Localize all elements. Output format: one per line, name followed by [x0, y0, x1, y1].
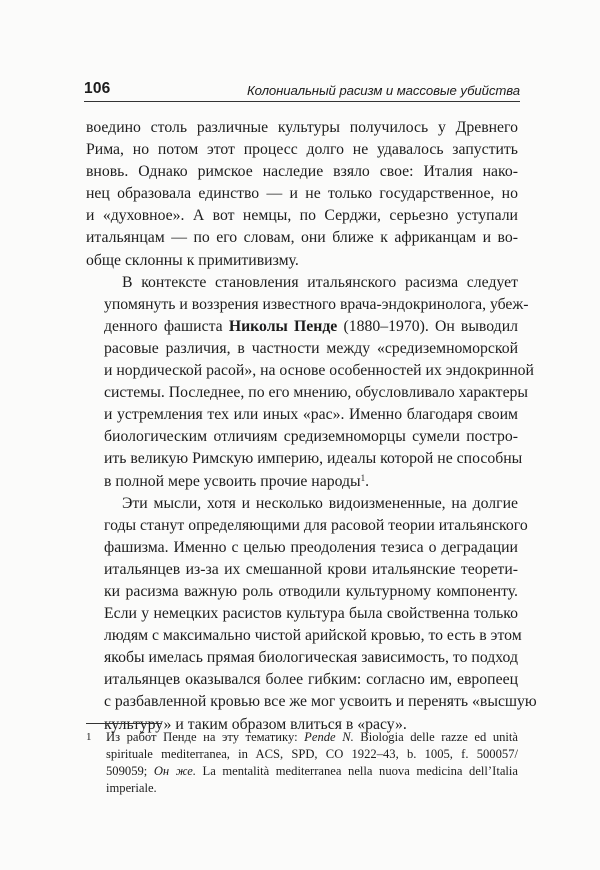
text-line: с разбавленной кровью все же мог усвоить и перенять «высшую	[104, 693, 537, 711]
text-line: вновь. Однако римское наследие взяло свое: Италия нако-	[86, 163, 518, 181]
footnote-marker: 1	[86, 731, 92, 743]
header-rule	[84, 101, 520, 102]
text-line: Эти мысли, хотя и несколько видоизмененные, на долгие	[122, 494, 518, 512]
text-fragment: в полной мере усвоить прочие народы	[104, 472, 361, 490]
text-line: упомянуть и воззрения известного врача-эндокринолога, убеж-	[104, 295, 529, 313]
text-line	[86, 471, 518, 493]
text-line: воедино столь различные культуры получилось у Древнего	[86, 119, 518, 136]
footnote-line: spirituale mediterranea, in ACS, SPD, CO 1922–43, b. 1005, f. 500057/	[106, 746, 518, 761]
footnote-text	[106, 729, 518, 797]
footnote-line: imperiale.	[106, 780, 157, 795]
text-fragment: La mentalità mediterranea nella nuova medicina dell’Italia	[196, 763, 518, 778]
paragraph-2	[86, 272, 534, 493]
running-title: Колониальный расизм и массовые убийства	[246, 83, 520, 98]
text-line: годы станут определяющими для расовой теории итальянского	[104, 516, 528, 534]
text-line: якобы имелась прямая биологическая зависимость, то подход	[104, 649, 518, 667]
text-line: Если у немецких расистов культура была свойственна только	[104, 605, 518, 623]
text-line: итальянцев из-за их смешанной крови итальянские теорети-	[104, 560, 518, 578]
text-line: культуру» и таким образом влиться в «расу».	[104, 715, 407, 733]
body-text	[86, 117, 537, 736]
text-line: людям с максимально чистой арийской кровью, то есть в этом	[104, 627, 522, 645]
text-line: расовые различия, в частности между «средиземноморской	[104, 339, 518, 357]
text-fragment: Biologia delle razze ed unità	[353, 730, 518, 744]
text-line: итальянцам — по его словам, они ближе к африканцам и во-	[86, 229, 518, 247]
text-line: обще склонны к примитивизму.	[86, 251, 299, 269]
text-fragment: денного фашиста	[104, 317, 229, 335]
paragraph-3	[86, 493, 537, 736]
text-line: итальянцев оказывался более гибким: согласно им, европеец	[104, 671, 518, 689]
text-fragment: Из работ Пенде на эту тематику:	[106, 730, 305, 744]
text-line: и «духовное». А вот немцы, по Серджи, серьезно уступали	[86, 207, 518, 225]
text-fragment: .	[365, 472, 370, 490]
text-line: системы. Последнее, по его мнению, обусловливало характеры	[104, 384, 529, 402]
text-line: ки расизма важную роль отводили культурному компоненту.	[104, 582, 518, 600]
text-fragment: 509059;	[106, 763, 154, 778]
text-line: и устремления тех или иных «рас». Именно благодаря своим	[104, 406, 518, 424]
text-line: ить великую Римскую империю, идеалы которой не способны	[104, 450, 523, 468]
text-line: фашизма. Именно с целью преодоления тезиса о деградации	[104, 538, 518, 556]
text-line	[86, 316, 518, 338]
text-line: биологическим отличиям средиземноморцы сумели постро-	[104, 428, 518, 446]
text-line: и нордической расой», на основе особенностей их эндокринной	[104, 362, 534, 380]
text-line: нец образовала единство — и не только государственное, но	[86, 185, 518, 203]
footnote-line	[106, 763, 518, 780]
footnote	[86, 729, 518, 797]
author-name: Pende N.	[304, 730, 354, 744]
page-number: 106	[84, 80, 111, 97]
text-line: В контексте становления итальянского расизма следует	[122, 273, 518, 291]
footnote-reference[interactable]: 1	[360, 472, 366, 483]
page-header	[84, 76, 520, 98]
ibid-mark: Он же.	[153, 763, 196, 778]
person-name: Николы Пенде	[228, 317, 338, 335]
footnote-rule	[86, 723, 162, 724]
paragraph-1	[86, 117, 518, 272]
text-fragment: (1880–1970). Он выводил	[337, 317, 518, 335]
text-line: Рима, но потом этот процесс долго не удавалось запустить	[86, 141, 518, 159]
footnote-line	[106, 729, 518, 746]
